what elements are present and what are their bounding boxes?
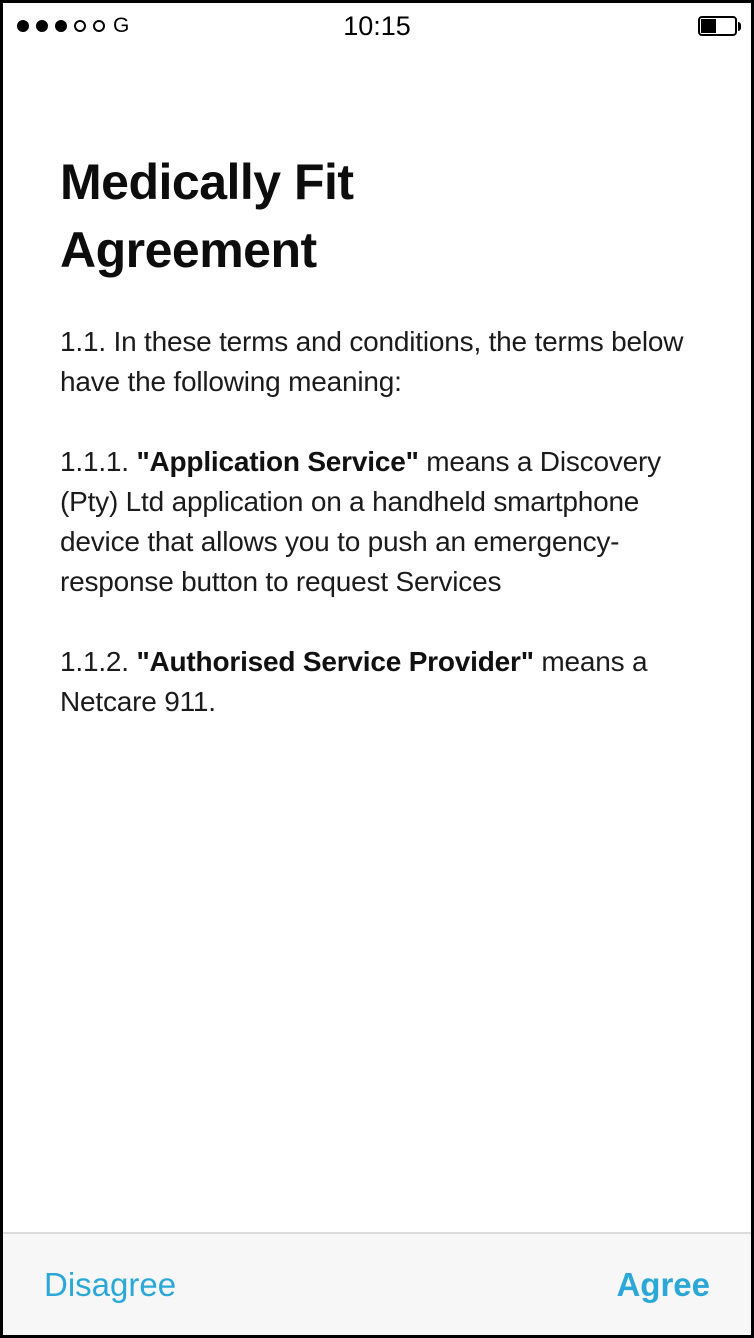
clause-term: "Authorised Service Provider" — [136, 646, 534, 677]
battery-fill — [701, 19, 716, 33]
agree-button[interactable]: Agree — [616, 1265, 710, 1303]
disagree-button[interactable]: Disagree — [44, 1265, 177, 1303]
clause-number: 1.1. — [60, 326, 114, 357]
signal-dot-filled — [36, 20, 48, 32]
clause-number: 1.1.1. — [60, 446, 137, 477]
signal-dot-empty — [74, 20, 86, 32]
page-title: Medically Fit Agreement — [60, 154, 354, 278]
clause-1-1-2 — [60, 642, 693, 722]
battery-icon — [698, 16, 741, 36]
status-bar — [3, 3, 751, 49]
clause-1-1 — [60, 322, 693, 402]
clause-text: means a Discovery (Pty) Ltd application on a handheld smartphone device that allows you to push an emergency-response button to request Services — [60, 446, 661, 597]
agreement-content — [3, 49, 751, 1232]
agreement-action-bar — [3, 1232, 751, 1335]
battery-nub — [738, 22, 741, 31]
signal-dot-empty — [93, 20, 105, 32]
clause-number: 1.1.2. — [60, 646, 137, 677]
clause-term: "Application Service" — [136, 446, 419, 477]
signal-dot-filled — [17, 20, 29, 32]
clause-1-1-1 — [60, 442, 693, 602]
battery-body — [698, 16, 737, 36]
carrier-label: G — [113, 14, 130, 37]
clause-text: means a Netcare 911. — [60, 646, 648, 717]
signal-strength-icon — [17, 20, 105, 32]
clause-text: In these terms and conditions, the terms below have the following meaning: — [60, 326, 684, 397]
signal-dot-filled — [55, 20, 67, 32]
status-clock: 10:15 — [343, 10, 411, 41]
